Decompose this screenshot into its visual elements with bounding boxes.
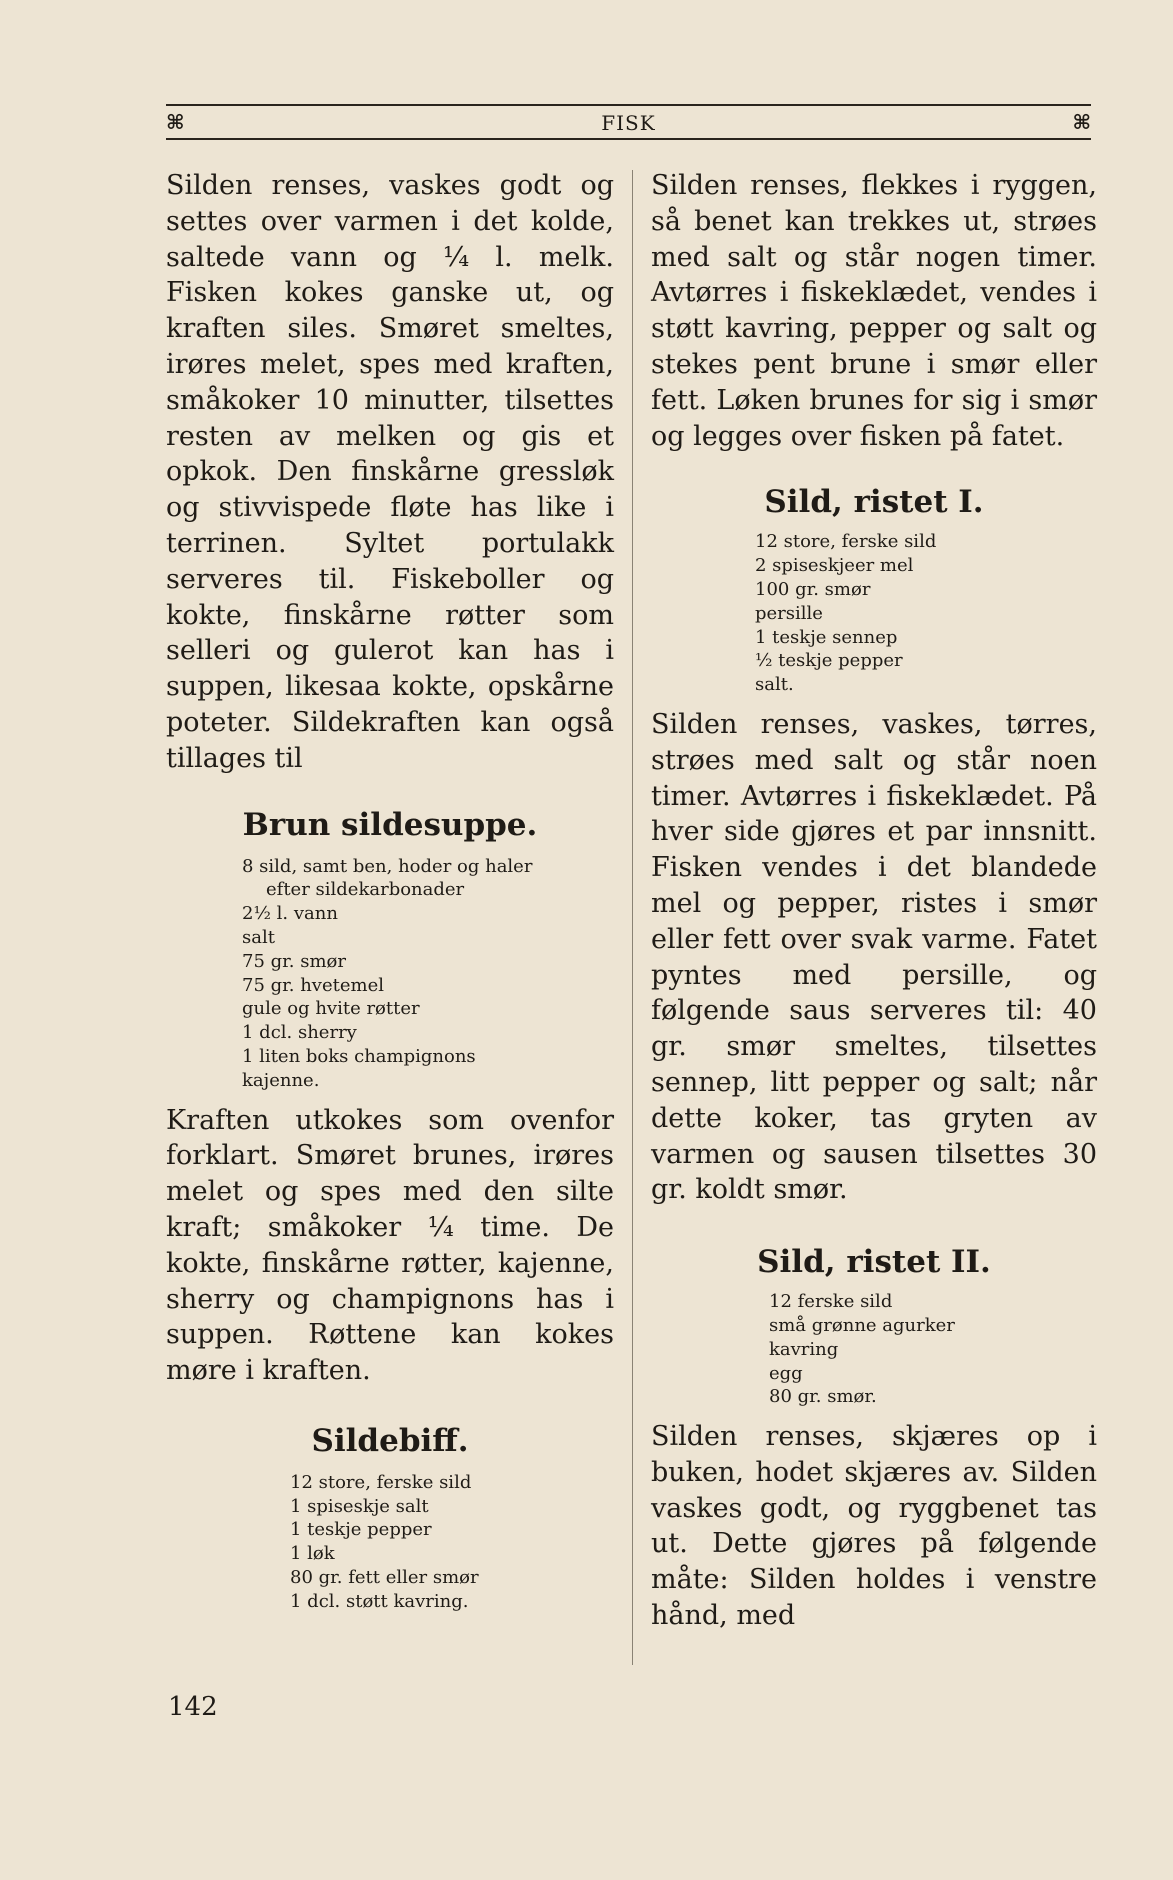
- header-rule-bottom: [166, 138, 1091, 140]
- recipe-heading-sild-ristet-2: Sild, ristet II.: [757, 1244, 991, 1281]
- ingredient-list-brun-sildesuppe: [166, 855, 614, 1093]
- ingredient-item: 12 ferske sild: [769, 1291, 893, 1313]
- ingredient-item: 80 gr. smør.: [769, 1386, 877, 1408]
- running-header: [166, 104, 1091, 140]
- ingredient-item: 1 teskje pepper: [290, 1519, 432, 1541]
- header-rule-top: [166, 104, 1091, 106]
- right-column: [651, 168, 1097, 1634]
- header-title: FISK: [601, 111, 656, 135]
- ornament-left-icon: ⌘: [166, 110, 185, 134]
- ingredient-item: 8 sild, samt ben, hoder og haler: [242, 855, 533, 877]
- recipe-heading-sildebiff: Sildebiff.: [311, 1422, 469, 1459]
- ingredient-item: salt.: [755, 674, 794, 696]
- ingredient-item: kavring: [769, 1338, 839, 1360]
- fried-herring-method-paragraph: Silden renses, flekkes i ryggen, så benet kan trekkes ut, strøes med salt og står nogen timer. Avtørres i fiskeklædet, vendes i støtt kavring, pepper og salt og stekes pent brune i smør eller fett. Løken brunes for sig i smør og legges over fisken på fatet.: [651, 170, 1097, 452]
- ingredient-item: små grønne agurker: [769, 1314, 955, 1336]
- sild-ristet-2-method-paragraph: Silden renses, skjæres op i buken, hodet skjæres av. Silden vaskes godt, og ryggbenet tas ut. Dette gjøres på følgende måte: Silden holdes i venstre hånd, med: [651, 1421, 1097, 1632]
- ingredient-item: persille: [755, 602, 823, 624]
- soup-method-paragraph: Silden renses, vaskes godt og settes over varmen i det kolde, saltede vann og ¼ l. melk. Fisken kokes ganske ut, og kraften siles. Smøret smeltes, irøres melet, spes med kraften, småkoker 10 minutter, tilsettes resten av melken og gis et opkok. Den finskårne gressløk og stivvispede fløte has like i terrinen. Syltet portulakk serveres til. Fiskeboller og kokte, finskårne røtter som selleri og gulerot kan has i suppen, likesaa kokte, opskårne poteter. Sildekraften kan også tillages til: [166, 170, 614, 774]
- left-column: [166, 168, 614, 1614]
- recipe-heading-brun-sildesuppe: Brun sildesuppe.: [242, 806, 538, 843]
- ingredient-list-sild-ristet-1: [651, 530, 1097, 697]
- ingredient-item: 2 spiseskjeer mel: [755, 555, 914, 577]
- ingredient-item: 75 gr. hvetemel: [242, 974, 384, 996]
- ingredient-item: gule og hvite røtter: [242, 998, 420, 1020]
- ingredient-item: 1 spiseskje salt: [290, 1495, 429, 1517]
- ingredient-item: salt: [242, 926, 275, 948]
- ingredient-item: 100 gr. smør: [755, 578, 871, 600]
- ingredient-item: 1 dcl. støtt kavring.: [290, 1590, 469, 1612]
- ingredient-item: kajenne.: [242, 1069, 320, 1091]
- page-number: 142: [168, 1692, 218, 1722]
- ingredient-item: 2½ l. vann: [242, 903, 338, 925]
- ingredient-list-sildebiff: [166, 1471, 614, 1614]
- ingredient-item: ½ teskje pepper: [755, 650, 903, 672]
- brun-sildesuppe-method-paragraph: Kraften utkokes som ovenfor forklart. Smøret brunes, irøres melet og spes med den silte kraft; småkoker ¼ time. De kokte, finskårne røtter, kajenne, sherry og champignons has i suppen. Røttene kan kokes møre i kraften.: [166, 1104, 614, 1387]
- ingredient-item: 12 store, ferske sild: [290, 1471, 472, 1493]
- recipe-heading-sild-ristet-1: Sild, ristet I.: [764, 484, 984, 521]
- ingredient-item: 12 store, ferske sild: [755, 531, 937, 553]
- ingredient-item: efter sildekarbonader: [266, 879, 465, 901]
- ornament-right-icon: ⌘: [1072, 110, 1091, 134]
- sild-ristet-1-method-paragraph: Silden renses, vaskes, tørres, strøes med salt og står noen timer. Avtørres i fiskeklædet. På hver side gjøres et par innsnitt. Fisken vendes i det blandede mel og pepper, ristes i smør eller fett over svak varme. Fatet pyntes med persille, og følgende saus serveres til: 40 gr. smør smeltes, tilsettes sennep, litt pepper og salt; når dette koker, tas gryten av varmen og sausen tilsettes 30 gr. koldt smør.: [651, 708, 1097, 1206]
- ingredient-item: 1 løk: [290, 1543, 335, 1565]
- ingredient-item: egg: [769, 1362, 803, 1384]
- ingredient-item: 80 gr. fett eller smør: [290, 1567, 479, 1589]
- ingredient-list-sild-ristet-2: [651, 1290, 1097, 1409]
- ingredient-item: 1 teskje sennep: [755, 626, 898, 648]
- ingredient-item: 1 liten boks champignons: [242, 1045, 476, 1067]
- column-divider: [632, 170, 633, 1665]
- ingredient-item: 1 dcl. sherry: [242, 1022, 357, 1044]
- ingredient-item: 75 gr. smør: [242, 950, 346, 972]
